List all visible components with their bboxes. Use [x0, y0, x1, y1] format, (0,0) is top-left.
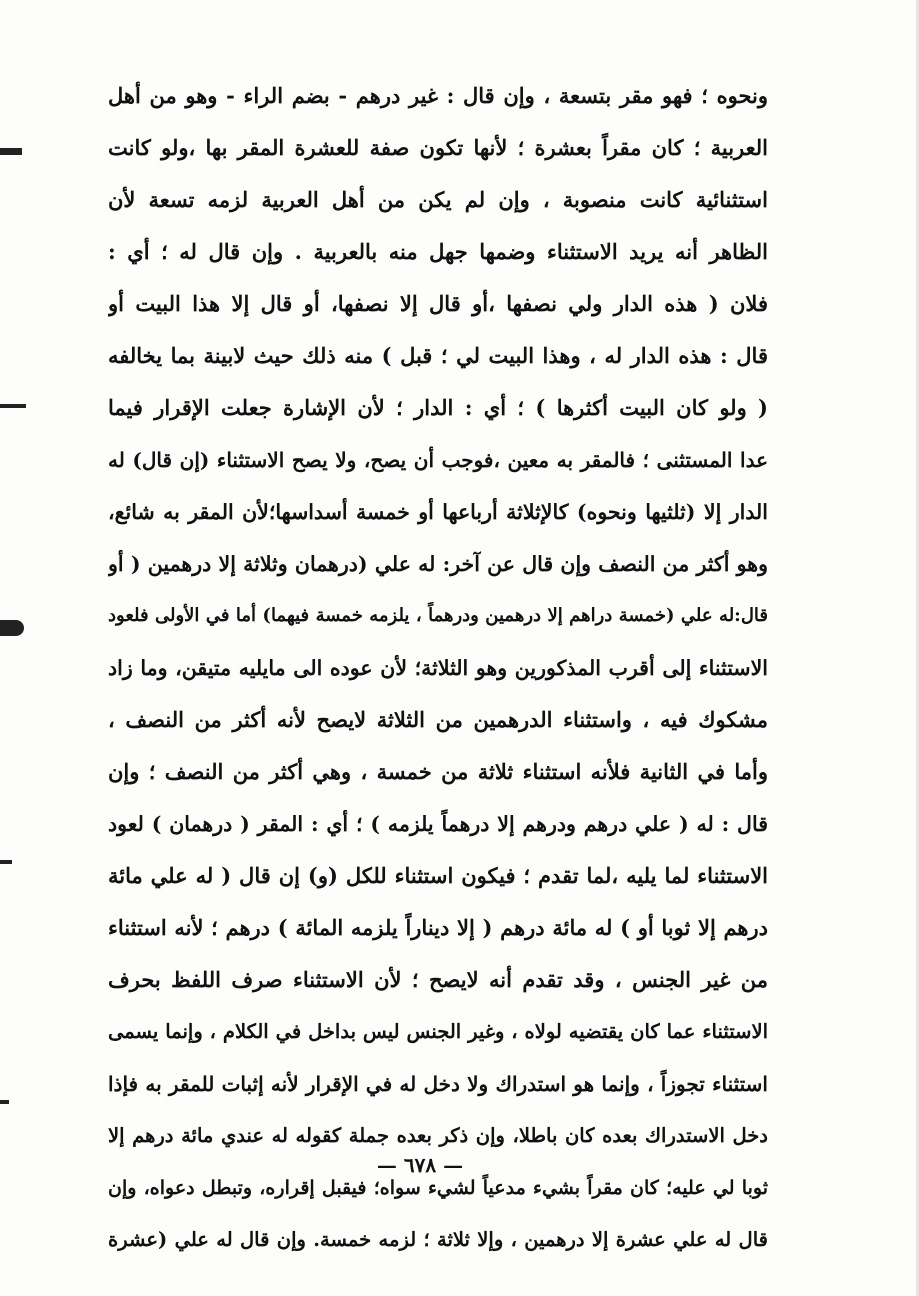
text-line: درهم إلا ثوبا أو ) له مائة درهم ( إلا ديناراً يلزمه المائة ) درهم ؛ لأنه استثناء: [108, 915, 768, 940]
margin-scan-mark: [0, 1100, 9, 1104]
text-line: فلان ( هذه الدار ولي نصفها ،أو قال إلا نصفها، أو قال إلا هذا البيت أو: [108, 291, 768, 316]
text-line: وهو أكثر من النصف وإن قال عن آخر: له علي (درهمان وثلاثة إلا درهمين ( أو: [108, 552, 768, 576]
text-line: ثوبا لي عليه؛ كان مقراً بشيء مدعياً لشيء سواه؛ فيقبل إقراره، وتبطل دعواه، وإن: [108, 1177, 768, 1199]
text-line: وأما في الثانية فلأنه استثناء ثلاثة من خمسة ، وهي أكثر من النصف ؛ وإن: [108, 759, 768, 784]
text-line: استثنائية كانت منصوبة ، وإن لم يكن من أهل العربية لزمه تسعة لأن: [108, 187, 768, 212]
text-line: عدا المستثنى ؛ فالمقر به معين ،فوجب أن يصح، ولا يصح الاستثناء (إن قال) له: [108, 448, 768, 472]
text-line: الاستثناء لما يليه ،لما تقدم ؛ فيكون استثناء للكل (و) إن قال ( له علي مائة: [108, 863, 768, 888]
page-number: — ٦٧٨ —: [376, 1153, 464, 1177]
text-line: الظاهر أنه يريد الاستثناء وضمها جهل منه بالعربية . وإن قال له ؛ أي :: [108, 239, 768, 264]
text-line: العربية ؛ كان مقراً بعشرة ؛ لأنها تكون صفة للعشرة المقر بها ،ولو كانت: [108, 135, 768, 160]
text-line: الدار إلا (ثلثيها ونحوه) كالإثلاثة أرباعها أو خمسة أسداسها؛لأن المقر به شائع،: [108, 500, 768, 524]
margin-scan-mark: [0, 404, 26, 408]
text-line: قال:له علي (خمسة دراهم إلا درهمين ودرهماً ، يلزمه خمسة فيهما) أما في الأولى فلعود: [108, 605, 768, 626]
text-line: دخل الاستدراك بعده كان باطلا، وإن ذكر بعده جملة كقوله له عندي مائة درهم إلا: [108, 1124, 768, 1147]
margin-scan-mark: [0, 148, 22, 155]
text-line: ( ولو كان البيت أكثرها ) ؛ أي : الدار ؛ لأن الإشارة جعلت الإقرار فيما: [108, 395, 768, 420]
text-line: قال : له ( علي درهم ودرهم إلا درهماً يلزمه ) ؛ أي : المقر ( درهمان ) لعود: [108, 812, 768, 836]
margin-scan-mark: [0, 620, 24, 636]
margin-scan-mark: [0, 860, 12, 864]
text-line: من غير الجنس ، وقد تقدم أنه لايصح ؛ لأن الاستثناء صرف اللفظ بحرف: [108, 967, 768, 992]
text-line: قال له علي عشرة إلا درهمين ، وإلا ثلاثة ؛ لزمه خمسة. وإن قال له علي (عشرة: [108, 1228, 768, 1251]
text-line: الاستثناء عما كان يقتضيه لولاه ، وغير الجنس ليس بداخل في الكلام ، وإنما يسمى: [108, 1020, 768, 1043]
text-line: مشكوك فيه ، واستثناء الدرهمين من الثلاثة لايصح لأنه أكثر من النصف ،: [108, 707, 768, 732]
text-line: استثناء تجوزاً ، وإنما هو استدراك ولا دخل له في الإقرار لأنه إثبات للمقر به فإذا: [108, 1072, 768, 1096]
body-text: [108, 70, 768, 1266]
text-line: ونحوه ؛ فهو مقر بتسعة ، وإن قال : غير درهم - بضم الراء - وهو من أهل: [108, 83, 768, 108]
text-line: الاستثناء إلى أقرب المذكورين وهو الثلاثة؛ لأن عوده الى مايليه متيقن، وما زاد: [108, 656, 768, 680]
text-line: قال : هذه الدار له ، وهذا البيت لي ؛ قبل ) منه ذلك حيث لابينة بما يخالفه: [108, 343, 768, 368]
